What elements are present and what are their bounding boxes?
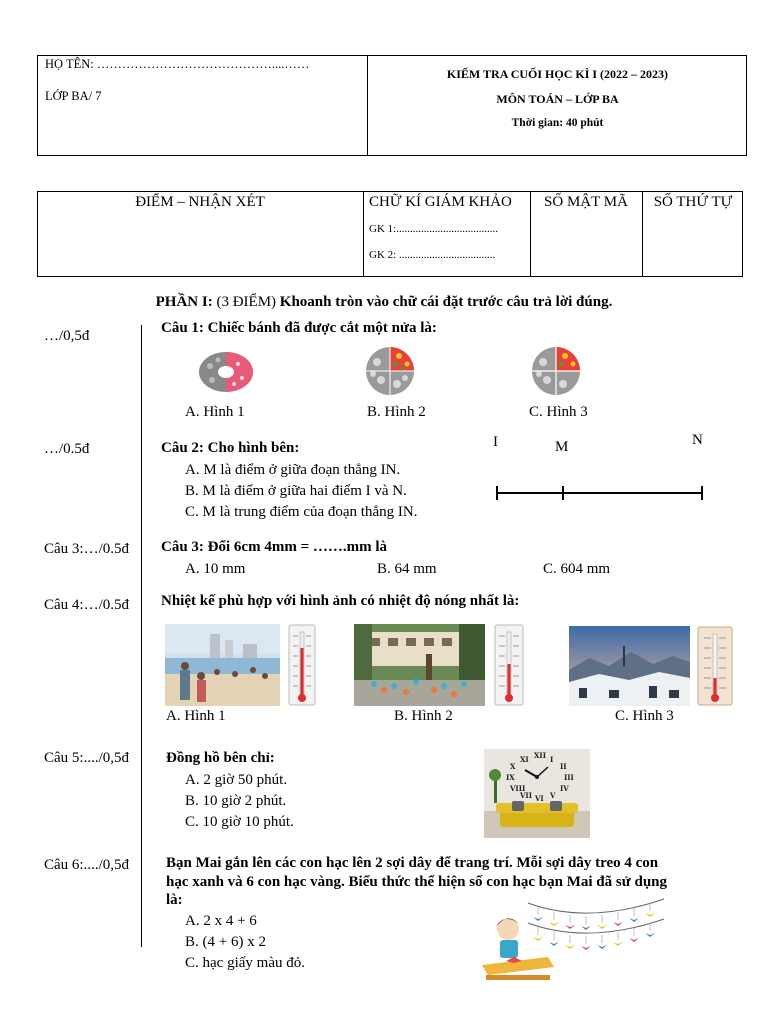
q1-option-b[interactable]: B. Hình 2 xyxy=(367,404,426,420)
thermometer-1 xyxy=(288,624,316,706)
q4-option-c[interactable]: C. Hình 3 xyxy=(615,708,674,724)
thermometer-3 xyxy=(697,626,733,706)
q3-score: Câu 3:…/0.5đ xyxy=(44,541,129,557)
subject: MÔN TOÁN – LỚP BA xyxy=(496,92,619,106)
svg-text:X: X xyxy=(510,762,516,771)
examiner-1: GK 1:..................................... xyxy=(369,223,498,235)
q3-option-a[interactable]: A. 10 mm xyxy=(185,561,246,577)
q6-option-a[interactable]: A. 2 x 4 + 6 xyxy=(185,913,257,929)
q2-option-c[interactable]: C. M là trung điểm của đoạn thẳng IN. xyxy=(185,504,418,520)
q3-option-c[interactable]: C. 604 mm xyxy=(543,561,611,577)
examiner-header: CHỮ KÍ GIÁM KHẢO xyxy=(369,194,512,210)
q5-title: Đồng hồ bên chỉ: xyxy=(166,750,275,766)
svg-text:XII: XII xyxy=(534,751,546,760)
part-instruction: Khoanh tròn vào chữ cái đặt trước câu trả lời đúng. xyxy=(279,294,613,310)
q1-title: Câu 1: Chiếc bánh đã được cắt một nửa là: xyxy=(161,320,437,336)
q1-option-a[interactable]: A. Hình 1 xyxy=(185,404,245,420)
q6-option-c[interactable]: C. hạc giấy màu đỏ. xyxy=(185,955,305,971)
wall-clock-photo xyxy=(484,749,590,838)
svg-text:VI: VI xyxy=(535,794,544,803)
score-divider-1 xyxy=(363,191,364,277)
score-header: ĐIỂM – NHẬN XÉT xyxy=(135,194,265,210)
svg-text:I: I xyxy=(550,755,554,764)
q2-score: …/0.5đ xyxy=(44,441,90,457)
q6-option-b[interactable]: B. (4 + 6) x 2 xyxy=(185,934,266,950)
point-m-label: M xyxy=(555,439,569,455)
point-i-label: I xyxy=(493,434,498,450)
svg-text:VII: VII xyxy=(520,791,532,800)
cake-figure-3 xyxy=(529,346,583,396)
q5-score: Câu 5:..../0,5đ xyxy=(44,750,129,766)
q4-score: Câu 4:…/0.5đ xyxy=(44,597,129,613)
q3-title: Câu 3: Đổi 6cm 4mm = …….mm là xyxy=(161,539,388,555)
class-line: LỚP BA/ 7 xyxy=(45,89,102,103)
svg-text:IX: IX xyxy=(506,773,515,782)
cake-figure-2 xyxy=(363,346,417,396)
q2-title: Câu 2: Cho hình bên: xyxy=(161,440,300,456)
svg-text:XI: XI xyxy=(520,755,529,764)
beach-photo xyxy=(165,624,280,706)
name-line: HỌ TÊN: ……………………………………....…… xyxy=(45,57,310,71)
q1-score: …/0,5đ xyxy=(44,328,90,344)
part-label: PHẦN I: xyxy=(155,294,213,310)
q4-option-a[interactable]: A. Hình 1 xyxy=(166,708,226,724)
q2-option-a[interactable]: A. M là điểm ở giữa đoạn thẳng IN. xyxy=(185,462,401,478)
q2-option-b[interactable]: B. M là điểm ở giữa hai điểm I và N. xyxy=(185,483,407,499)
examiner-2: GK 2: ................................... xyxy=(369,249,496,261)
q1-option-c[interactable]: C. Hình 3 xyxy=(529,404,588,420)
q5-option-c[interactable]: C. 10 giờ 10 phút. xyxy=(185,814,294,830)
q4-title: Nhiệt kế phù hợp với hình ảnh có nhiệt độ nóng nhất là: xyxy=(161,593,520,609)
q4-option-b[interactable]: B. Hình 2 xyxy=(394,708,453,724)
svg-text:IV: IV xyxy=(560,784,569,793)
margin-line xyxy=(141,325,142,947)
q3-option-b[interactable]: B. 64 mm xyxy=(377,561,437,577)
cake-figure-1 xyxy=(198,350,254,394)
part-heading xyxy=(0,294,768,311)
svg-text:II: II xyxy=(560,762,567,771)
q5-option-a[interactable]: A. 2 giờ 50 phút. xyxy=(185,772,288,788)
svg-text:VIII: VIII xyxy=(510,784,526,793)
exam-time: Thời gian: 40 phút xyxy=(511,117,604,129)
q6-score: Câu 6:..../0,5đ xyxy=(44,857,129,873)
misty-mountain-photo xyxy=(569,626,690,706)
schoolyard-photo xyxy=(354,624,485,706)
q6-title-line-1: Bạn Mai gắn lên các con hạc lên 2 sợi dây để trang trí. Mỗi sợi dây treo 4 con xyxy=(166,855,659,871)
exam-title: KIỂM TRA CUỐI HỌC KÌ I (2022 – 2023) xyxy=(446,67,669,81)
svg-text:III: III xyxy=(564,773,574,782)
order-header: SỐ THỨ TỰ xyxy=(653,194,733,210)
segment-in xyxy=(495,484,705,502)
q6-title-line-3: là: xyxy=(166,892,183,908)
part-points: (3 ĐIỂM) xyxy=(216,294,277,310)
q6-title-line-2: hạc xanh và 6 con hạc vàng. Biểu thức thể hiện số con hạc bạn Mai đã sử dụng xyxy=(166,874,668,890)
paper-cranes-illustration xyxy=(478,895,666,983)
point-n-label: N xyxy=(692,432,703,448)
svg-text:V: V xyxy=(550,791,556,800)
thermometer-2 xyxy=(494,624,524,706)
q5-option-b[interactable]: B. 10 giờ 2 phút. xyxy=(185,793,287,809)
code-header: SỐ MẬT MÃ xyxy=(544,194,628,210)
